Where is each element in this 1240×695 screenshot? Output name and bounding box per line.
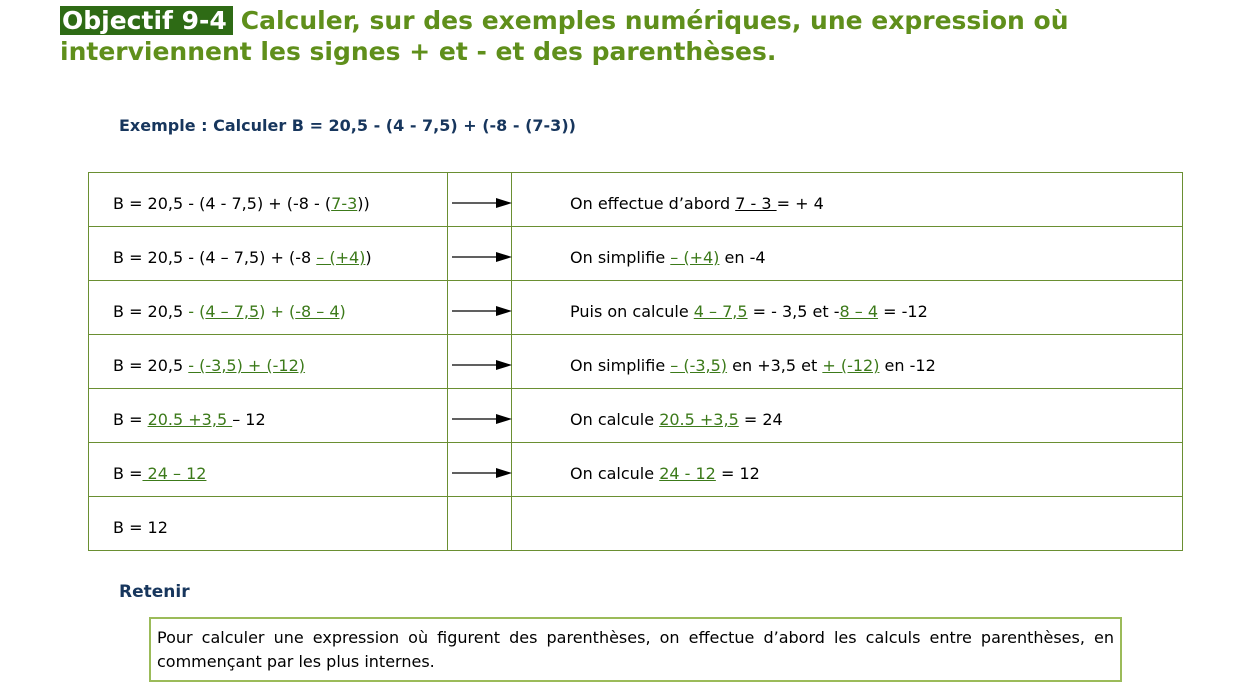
arrow-cell — [448, 227, 512, 281]
text-segment: On simplifie — [570, 356, 671, 375]
arrow-right-icon — [452, 305, 512, 317]
step-expression — [89, 227, 448, 281]
step-expression — [89, 173, 448, 227]
highlighted-term: 20.5 +3,5 — [659, 410, 739, 429]
arrow-right-icon — [452, 359, 512, 371]
arrow-right-icon — [452, 467, 512, 479]
objective-title — [60, 5, 1210, 67]
text-segment: en -4 — [719, 248, 766, 267]
arrow-right-icon — [452, 251, 512, 263]
text-segment: On calcule — [570, 464, 660, 483]
step-row — [89, 281, 1183, 335]
text-segment: = - 3,5 et - — [747, 302, 840, 321]
highlighted-term: 24 - 12 — [659, 464, 716, 483]
arrow-cell — [448, 173, 512, 227]
step-row — [89, 227, 1183, 281]
highlighted-term: + (-12) — [822, 356, 880, 375]
text-segment: B = — [113, 410, 148, 429]
steps-table — [88, 172, 1183, 551]
step-explanation — [512, 497, 1183, 551]
step-explanation — [512, 281, 1183, 335]
title-line-1: Calculer, sur des exemples numériques, une expression où — [240, 6, 1069, 35]
text-segment: B = 20,5 — [113, 356, 189, 375]
step-explanation — [512, 335, 1183, 389]
text-segment: = 24 — [738, 410, 783, 429]
rule-box: Pour calculer une expression où figurent des parenthèses, on effectue d’abord les calculs entre parenthèses, en commençant par les plus internes. — [149, 617, 1122, 682]
text-segment: = 12 — [715, 464, 760, 483]
step-explanation — [512, 389, 1183, 443]
text-segment: = -12 — [878, 302, 928, 321]
highlighted-term: 20.5 +3,5 — [147, 410, 233, 429]
text-segment: B = — [113, 464, 143, 483]
text-segment: B = 20,5 - (4 – 7,5) + (-8 — [113, 248, 317, 267]
text-segment: ) — [365, 248, 372, 267]
highlighted-term: 24 – 12 — [142, 464, 207, 483]
step-expression — [89, 281, 448, 335]
underlined-term: 7 - 3 — [735, 194, 777, 213]
arrow-cell — [448, 335, 512, 389]
highlighted-term: 4 – 7,5 — [693, 302, 748, 321]
step-expression — [89, 443, 448, 497]
text-segment: On simplifie — [570, 248, 671, 267]
step-row — [89, 443, 1183, 497]
step-expression — [89, 389, 448, 443]
title-line-2: interviennent les signes + et - et des parenthèses. — [60, 37, 777, 66]
step-row — [89, 497, 1183, 551]
text-segment: B = 20,5 - (4 - 7,5) + (-8 - ( — [113, 194, 332, 213]
highlighted-sign: ) + ( — [259, 302, 296, 321]
step-row — [89, 335, 1183, 389]
text-segment: – 12 — [232, 410, 266, 429]
text-segment: en -12 — [879, 356, 936, 375]
highlighted-term: 7-3 — [331, 194, 358, 213]
step-row — [89, 173, 1183, 227]
text-segment: B = 12 — [113, 518, 168, 537]
step-expression — [89, 335, 448, 389]
highlighted-sign: - ( — [188, 302, 206, 321]
text-segment: )) — [357, 194, 370, 213]
highlighted-term: – (+4) — [316, 248, 366, 267]
arrow-right-icon — [452, 197, 512, 209]
step-explanation — [512, 227, 1183, 281]
highlighted-term: - (-3,5) + (-12) — [188, 356, 306, 375]
text-segment: On effectue d’abord — [570, 194, 736, 213]
highlighted-term: – (-3,5) — [670, 356, 728, 375]
text-segment: en +3,5 et — [727, 356, 823, 375]
arrow-cell — [448, 443, 512, 497]
arrow-right-icon — [452, 413, 512, 425]
arrow-cell — [448, 389, 512, 443]
highlighted-term: – (+4) — [670, 248, 720, 267]
highlighted-term: 8 – 4 — [839, 302, 879, 321]
step-explanation — [512, 173, 1183, 227]
text-segment: Puis on calcule — [570, 302, 694, 321]
highlighted-sign: ) — [339, 302, 346, 321]
step-expression — [89, 497, 448, 551]
text-segment: B = 20,5 — [113, 302, 189, 321]
step-explanation — [512, 443, 1183, 497]
text-segment: On calcule — [570, 410, 660, 429]
example-heading: Exemple : Calculer B = 20,5 - (4 - 7,5) + (-8 - (7-3)) — [119, 116, 576, 135]
retenir-heading: Retenir — [119, 582, 190, 602]
arrow-cell — [448, 497, 512, 551]
objective-badge: Objectif 9-4 — [60, 6, 233, 35]
highlighted-term: 4 – 7,5 — [205, 302, 260, 321]
highlighted-term: -8 – 4 — [295, 302, 340, 321]
arrow-cell — [448, 281, 512, 335]
text-segment: = + 4 — [776, 194, 824, 213]
step-row — [89, 389, 1183, 443]
